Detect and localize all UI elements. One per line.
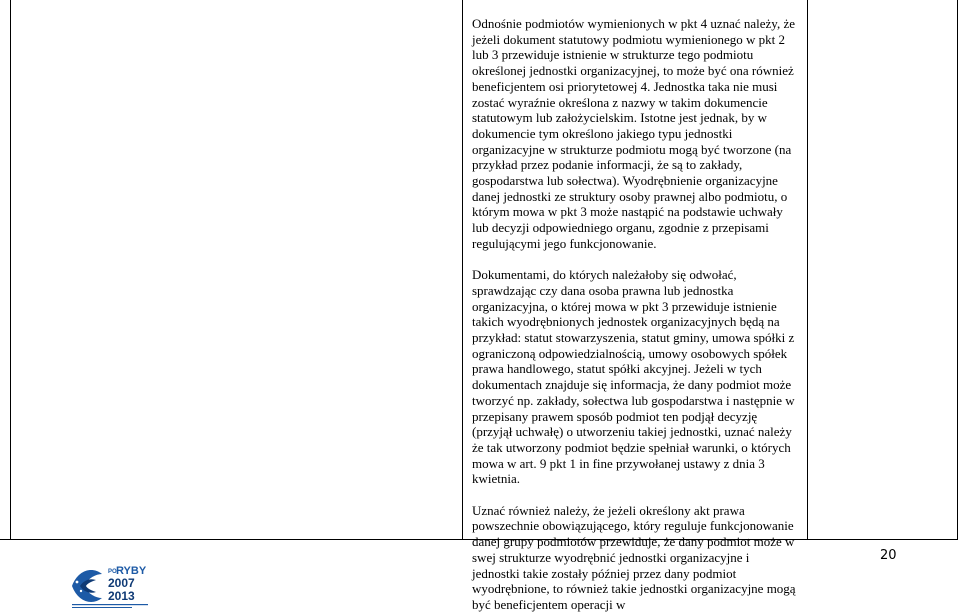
page-number: 20	[880, 548, 897, 563]
paragraph-3: Uznać również należy, że jeżeli określony akt prawa powszechnie obowiązującego, który reguluje funkcjonowanie danej grupy podmiotów przewiduje, że dany podmiot może w swej strukturze wyodrębnić jednostki organizacyjne i jednostki takie zostały później przez dany podmiot wyodrębnione, to również takie jednostki organizacyjne mogą być beneficjentem operacji w	[472, 502, 796, 612]
logo-year-end: 2013	[108, 589, 135, 603]
paragraph-1: Odnośnie podmiotów wymienionych w pkt 4 uznać należy, że jeżeli dokument statutowy podmiotu wymienionego w pkt 2 lub 3 przewiduje istnienie w strukturze tego podmiotu określonej jednostki organizacyjnej, to może być ona również beneficjentem osi priorytetowej 4. Jednostka taka nie musi zostać wyraźnie określona z nazwy w takim dokumencie statutowym lub założycielskim. Istotne jest jednak, by w dokumencie tym określono jakiego typu jednostki organizacyjne w strukturze podmiotu mogą być tworzone (na przykład przez podanie informacji, że są to zakłady, gospodarstwa lub sołectwa). Wyodrębnienie organizacyjne danej jednostki ze struktury osoby prawnej albo podmiotu, o którym mowa w pkt 3 może nastąpić na podstawie uchwały lub decyzji odpowiedniego organu, zgodnie z przepisami regulującymi jego funkcjonowanie.	[472, 16, 795, 251]
column-divider	[462, 0, 463, 540]
po-ryby-logo	[70, 560, 152, 610]
logo-prefix: PO	[108, 569, 117, 575]
paragraph-2: Dokumentami, do których należałoby się odwołać, sprawdzając czy dana osoba prawna lub jednostka organizacyjna, o której mowa w pkt 3 przewiduje istnienie takich wyodrębnionych jednostek organizacyjnych będą na przykład: statut stowarzyszenia, statut gminy, umowa spółki z ograniczoną odpowiedzialnością, umowy osobowych spółek prawa handlowego, statut spółki akcyjnej. Jeżeli w tych dokumentach znajduje się informacja, że dany podmiot może tworzyć np. zakłady, sołectwa lub gospodarstwa i następnie w przepisany prawem sposób podmiot ten podjął decyzję (przyjął uchwałę) o utworzeniu takiej jednostki, uznać należy że tak utworzony podmiot będzie spełniał warunki, o których mowa w art. 9 pkt 1 in fine przywołanej ustawy z dnia 3 kwietnia.	[472, 267, 795, 487]
column-divider	[807, 0, 808, 540]
logo-year-start: 2007	[108, 576, 135, 590]
column-divider	[10, 0, 11, 540]
po-ryby-logo-graphic	[70, 560, 152, 610]
logo-name: RYBY	[116, 565, 147, 577]
table-cell-text	[472, 16, 800, 613]
